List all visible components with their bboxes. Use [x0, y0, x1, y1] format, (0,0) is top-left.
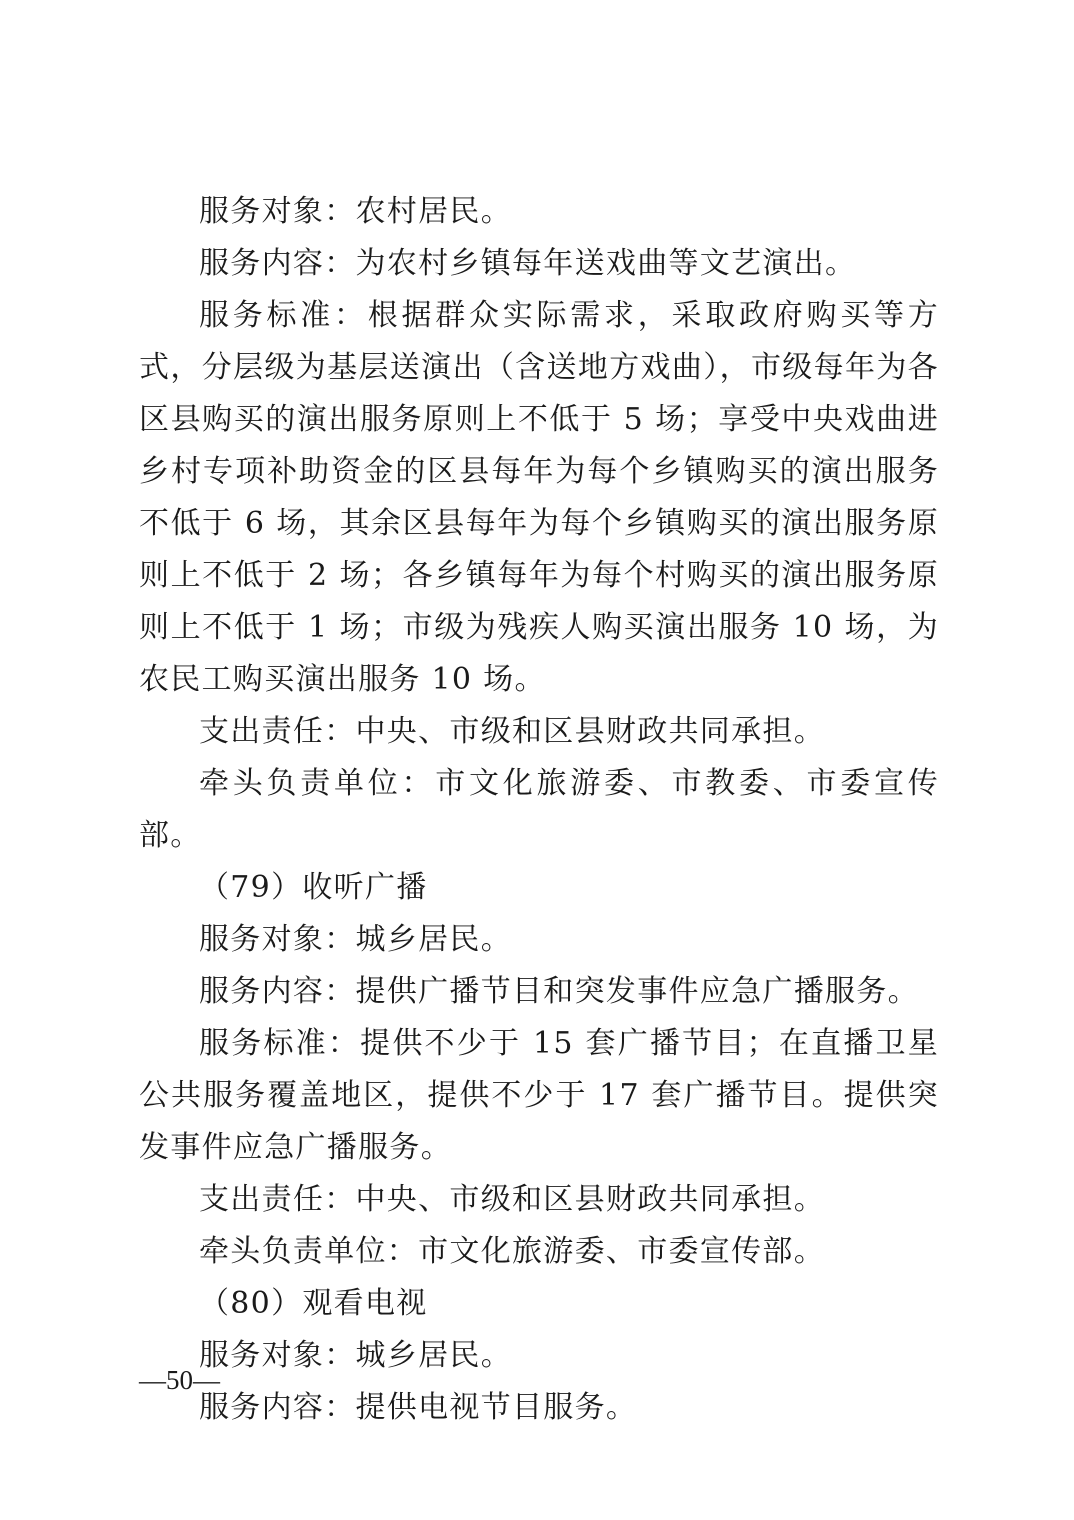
service-target-rural: 服务对象：农村居民。	[199, 194, 512, 229]
expenditure-responsibility-radio: 支出责任：中央、市级和区县财政共同承担。	[199, 1182, 825, 1217]
document-body	[139, 186, 939, 1434]
page-number: —50—	[139, 1365, 220, 1395]
service-standard-radio: 服务标准：提供不少于 15 套广播节目；在直播卫星公共服务覆盖地区，提供不少于 17 套广播节目。提供突发事件应急广播服务。	[139, 1026, 939, 1165]
lead-units: 牵头负责单位：市文化旅游委、市教委、市委宣传部。	[139, 766, 939, 853]
lead-units-radio: 牵头负责单位：市文化旅游委、市委宣传部。	[199, 1234, 825, 1269]
service-target-radio: 服务对象：城乡居民。	[199, 922, 512, 957]
service-target-tv: 服务对象：城乡居民。	[199, 1338, 512, 1373]
section-heading-tv: （80）观看电视	[199, 1286, 428, 1321]
service-content-performances: 服务内容：为农村乡镇每年送戏曲等文艺演出。	[199, 246, 857, 281]
service-content-tv: 服务内容：提供电视节目服务。	[199, 1390, 638, 1425]
service-content-radio: 服务内容：提供广播节目和突发事件应急广播服务。	[199, 974, 919, 1009]
expenditure-responsibility: 支出责任：中央、市级和区县财政共同承担。	[199, 714, 825, 749]
section-heading-radio: （79）收听广播	[199, 870, 428, 905]
service-standard-performances: 服务标准：根据群众实际需求，采取政府购买等方式，分层级为基层送演出（含送地方戏曲），市级每年为各区县购买的演出服务原则上不低于 5 场；享受中央戏曲进乡村专项补助资金的区县每年为每个乡镇购买的演出服务不低于 6 场，其余区县每年为每个乡镇购买的演出服务原则上不低于 2 场；各乡镇每年为每个村购买的演出服务原则上不低于 1 场；市级为残疾人购买演出服务 10 场，为农民工购买演出服务 10 场。	[139, 298, 939, 697]
